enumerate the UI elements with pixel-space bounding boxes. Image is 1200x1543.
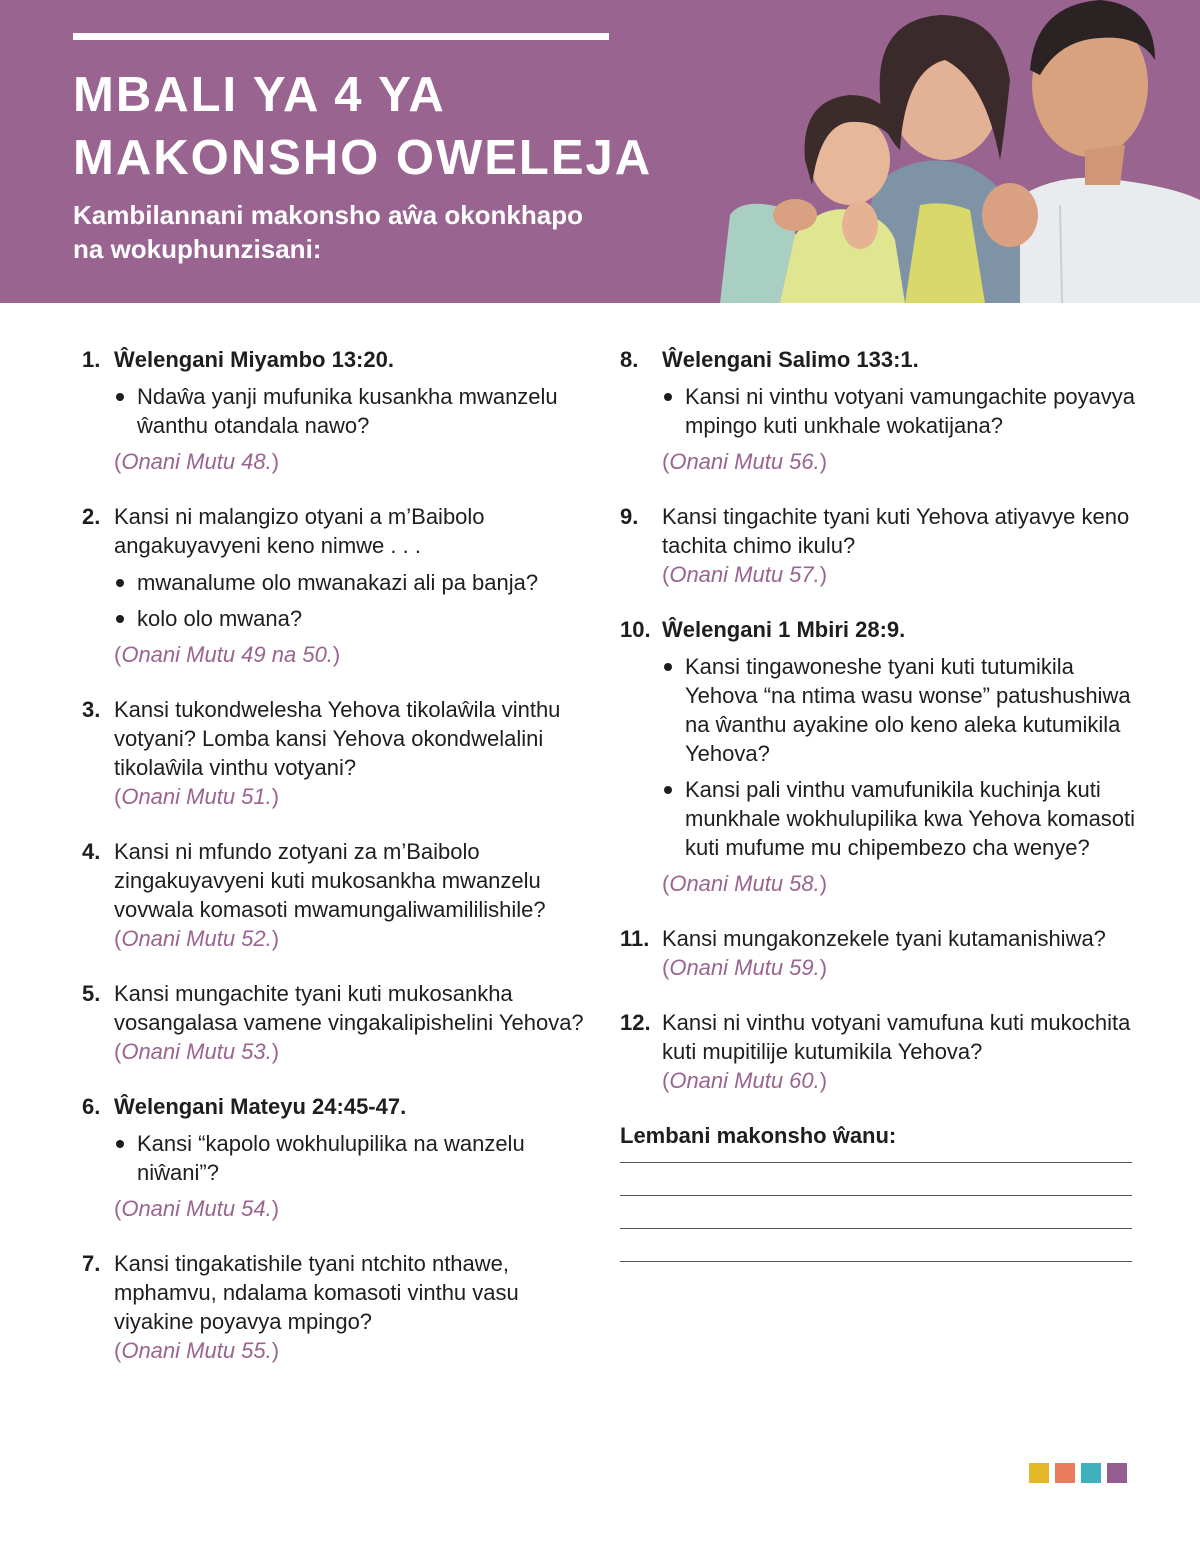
questions-left-column (82, 345, 602, 1391)
title-line-2: MAKONSHO OWELEJA (73, 131, 653, 185)
write-questions-label: Lembani makonsho ŵanu: (620, 1123, 897, 1148)
write-line[interactable] (620, 1195, 1132, 1196)
bullet-item: Kansi “kapolo wokhulupilika na wanzelu niŵani”? (114, 1129, 602, 1187)
reference-text: Onani Mutu 55. (121, 1338, 272, 1363)
subtitle-line-1: Kambilannani makonsho aŵa okonkhapo (73, 200, 583, 230)
color-square-coral (1055, 1463, 1075, 1483)
bullet-item: Kansi tingawoneshe tyani kuti tutumikila Yehova “na ntima wasu wonse” patushushiwa na ŵanthu ayakine olo keno aleka kutumikila Yehova? (662, 652, 1140, 768)
write-line[interactable] (620, 1261, 1132, 1262)
write-line[interactable] (620, 1162, 1132, 1163)
question-bullets (620, 382, 1140, 440)
header-rule (73, 33, 609, 40)
color-square-purple (1107, 1463, 1127, 1483)
page-title (73, 64, 652, 190)
bullet-item: kolo olo mwana? (114, 604, 602, 633)
reference-text: Onani Mutu 59. (669, 955, 820, 980)
question-number: 2. (82, 504, 101, 529)
question-text: Ŵelengani Salimo 133:1. (662, 347, 919, 372)
question-text: Kansi ni vinthu votyani vamufuna kuti mukochita kuti mupitilije kutumikila Yehova? (662, 1010, 1131, 1064)
reference-text: Onani Mutu 49 na 50. (121, 642, 333, 667)
reference-text: Onani Mutu 54. (121, 1196, 272, 1221)
question-number: 11. (620, 926, 650, 951)
question-reference: (Onani Mutu 53.) (114, 1039, 280, 1064)
question-10 (620, 615, 1140, 898)
reference-text: Onani Mutu 53. (121, 1039, 272, 1064)
bullet-item: mwanalume olo mwanakazi ali pa banja? (114, 568, 602, 597)
question-reference: (Onani Mutu 56.) (662, 449, 828, 474)
question-number: 6. (82, 1094, 101, 1119)
question-text: Kansi ni malangizo otyani a m’Baibolo angakuyavyeni keno nimwe . . . (114, 504, 485, 558)
question-text: Kansi ni mfundo zotyani za m’Baibolo zingakuyavyeni kuti mukosankha mwanzelu vovwala komasoti mwamungaliwamililishile? (114, 839, 546, 922)
question-8 (620, 345, 1140, 476)
question-number: 10. (620, 617, 651, 642)
question-1 (82, 345, 602, 476)
question-reference: (Onani Mutu 59.) (662, 955, 828, 980)
write-lines[interactable] (620, 1162, 1140, 1262)
question-reference: (Onani Mutu 51.) (114, 784, 280, 809)
bullet-item: Ndaŵa yanji mufunika kusankha mwanzelu ŵanthu otandala nawo? (114, 382, 602, 440)
question-bullets (620, 652, 1140, 862)
question-number: 12. (620, 1010, 651, 1035)
question-reference: (Onani Mutu 48.) (114, 449, 280, 474)
question-reference: (Onani Mutu 54.) (114, 1196, 280, 1221)
question-6 (82, 1092, 602, 1223)
question-reference: (Onani Mutu 58.) (662, 871, 828, 896)
reference-text: Onani Mutu 60. (669, 1068, 820, 1093)
question-number: 9. (620, 504, 639, 529)
bullet-item: Kansi ni vinthu votyani vamungachite poyavya mpingo kuti unkhale wokatijana? (662, 382, 1140, 440)
question-reference: (Onani Mutu 57.) (662, 562, 828, 587)
question-11 (620, 924, 1140, 982)
question-reference: (Onani Mutu 60.) (662, 1068, 828, 1093)
reference-text: Onani Mutu 48. (121, 449, 272, 474)
reference-text: Onani Mutu 52. (121, 926, 272, 951)
question-text: Kansi tukondwelesha Yehova tikolaŵila vinthu votyani? Lomba kansi Yehova okondwelalini tikolaŵila vinthu votyani? (114, 697, 561, 780)
question-text: Kansi tingachite tyani kuti Yehova atiyavye keno tachita chimo ikulu? (662, 504, 1130, 558)
question-bullets (82, 568, 602, 633)
question-number: 5. (82, 981, 101, 1006)
questions-right-column (620, 345, 1140, 1262)
family-praying-illustration (700, 0, 1200, 303)
question-bullets (82, 382, 602, 440)
question-reference: (Onani Mutu 55.) (114, 1338, 280, 1363)
question-9 (620, 502, 1140, 589)
page-subtitle (73, 198, 633, 266)
reference-text: Onani Mutu 57. (669, 562, 820, 587)
question-number: 4. (82, 839, 101, 864)
color-square-teal (1081, 1463, 1101, 1483)
question-text: Kansi tingakatishile tyani ntchito nthawe, mphamvu, ndalama komasoti vinthu vasu viyakine poyavya mpingo? (114, 1251, 519, 1334)
bullet-item: Kansi pali vinthu vamufunikila kuchinja kuti munkhale wokhulupilika kwa Yehova komasoti kuti mufume mu chipembezo cha wenye? (662, 775, 1140, 862)
question-text: Kansi mungakonzekele tyani kutamanishiwa? (662, 926, 1106, 951)
write-line[interactable] (620, 1228, 1132, 1229)
subtitle-line-2: na wokuphunzisani: (73, 234, 322, 264)
title-line-1: MBALI YA 4 YA (73, 68, 446, 122)
question-text: Kansi mungachite tyani kuti mukosankha vosangalasa vamene vingakalipishelini Yehova? (114, 981, 584, 1035)
question-4 (82, 837, 602, 953)
question-bullets (82, 1129, 602, 1187)
question-number: 1. (82, 347, 101, 372)
question-number: 8. (620, 347, 639, 372)
question-5 (82, 979, 602, 1066)
reference-text: Onani Mutu 58. (669, 871, 820, 896)
reference-text: Onani Mutu 51. (121, 784, 272, 809)
question-2 (82, 502, 602, 669)
question-3 (82, 695, 602, 811)
header-banner (0, 0, 1200, 303)
question-reference: (Onani Mutu 49 na 50.) (114, 642, 341, 667)
question-number: 3. (82, 697, 101, 722)
question-number: 7. (82, 1251, 101, 1276)
question-reference: (Onani Mutu 52.) (114, 926, 280, 951)
question-text: Ŵelengani 1 Mbiri 28:9. (662, 617, 906, 642)
question-text: Ŵelengani Miyambo 13:20. (114, 347, 394, 372)
reference-text: Onani Mutu 56. (669, 449, 820, 474)
footer-color-squares (1029, 1463, 1127, 1483)
color-square-yellow (1029, 1463, 1049, 1483)
question-7 (82, 1249, 602, 1365)
question-text: Ŵelengani Mateyu 24:45-47. (114, 1094, 407, 1119)
question-12 (620, 1008, 1140, 1095)
